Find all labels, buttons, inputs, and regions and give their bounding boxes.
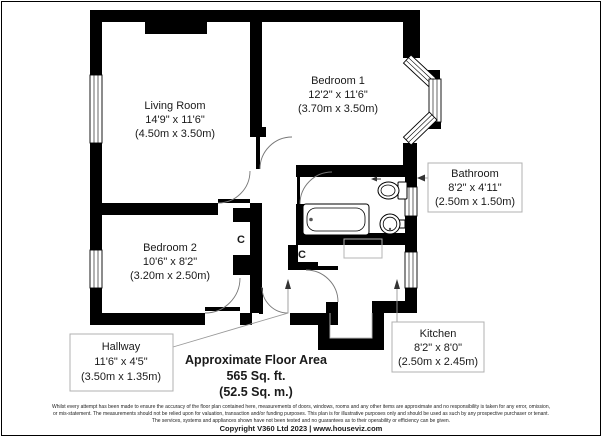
wall bbox=[326, 302, 338, 325]
extractor-arrow-icon bbox=[371, 177, 381, 182]
kitchen-size-imperial: 8'2" x 8'0" bbox=[413, 342, 463, 354]
disclaimer-line-3: The services, systems and appliances shown have not been tested and no guarantees as to their operability or efficiency can be given. bbox=[151, 418, 451, 424]
kitchen-door bbox=[306, 266, 338, 302]
room-label-bedroom2 bbox=[130, 242, 210, 282]
living-room-name: Living Room bbox=[144, 100, 206, 112]
living-room-size-metric: (4.50m x 3.50m) bbox=[134, 128, 216, 140]
wall bbox=[372, 313, 384, 350]
room-label-bedroom1 bbox=[298, 75, 378, 115]
entry-door bbox=[259, 287, 288, 314]
disclaimer-line-1: Whilst every attempt has been made to ensure the accuracy of the floor plan contained here, measurements of doors, windows, rooms and any other items are approximate and no responsibility is taken for any error, omission, bbox=[51, 404, 551, 410]
bedroom2-name: Bedroom 2 bbox=[143, 242, 197, 254]
wall bbox=[90, 313, 205, 325]
floor-area-imperial: 565 Sq. ft. bbox=[226, 369, 286, 383]
wall-bathroom-top bbox=[296, 165, 417, 177]
bathroom-name: Bathroom bbox=[451, 168, 499, 180]
bathroom-size-imperial: 8'2" x 4'11" bbox=[448, 182, 502, 194]
bathtub bbox=[303, 204, 369, 235]
bedroom2-size-imperial: 10'6" x 8'2" bbox=[142, 256, 198, 268]
wall bbox=[90, 143, 102, 250]
floor-area-metric: (52.5 Sq. m.) bbox=[219, 385, 293, 399]
kitchen-size-metric: (2.50m x 2.45m) bbox=[397, 356, 479, 368]
wall bbox=[250, 127, 266, 137]
kitchen-name: Kitchen bbox=[419, 328, 457, 340]
bedroom1-size-imperial: 12'2" x 11'6" bbox=[308, 89, 368, 101]
hallway-size-metric: (3.50m x 1.35m) bbox=[80, 371, 162, 383]
walls bbox=[90, 10, 441, 350]
disclaimer-line-2: or mis-statement. The measurements should not be relied upon for valuation, transaction and/or funding purposes. This plan is for illustrative purposes only and should be used as such by any prospective purchaser or tenant. bbox=[53, 411, 549, 417]
wall-closet bbox=[233, 255, 250, 275]
wall bbox=[90, 10, 420, 22]
living-room-window bbox=[90, 75, 102, 143]
hallway-label-box bbox=[70, 334, 173, 391]
bedroom2-size-metric: (3.20m x 2.50m) bbox=[129, 270, 211, 282]
bedroom1-door bbox=[256, 137, 292, 169]
toilet bbox=[378, 182, 407, 199]
bathroom-size-metric: (2.50m x 1.50m) bbox=[434, 196, 516, 208]
bedroom1-size-metric: (3.70m x 3.50m) bbox=[297, 103, 379, 115]
room-label-living-room bbox=[135, 100, 215, 140]
copyright-text: Copyright V360 Ltd 2023 | www.houseviz.com bbox=[219, 424, 383, 433]
bedroom1-name: Bedroom 1 bbox=[311, 75, 365, 87]
floor-area-title: Approximate Floor Area bbox=[185, 353, 327, 367]
hallway-name: Hallway bbox=[101, 341, 141, 353]
wall-chimney-breast bbox=[145, 22, 207, 34]
closet-label-hall: C bbox=[298, 249, 306, 261]
wall bbox=[405, 288, 417, 313]
living-room-size-imperial: 14'9" x 11'6" bbox=[145, 114, 205, 126]
wall bbox=[290, 313, 330, 325]
bedroom2-door bbox=[205, 278, 240, 313]
wall bbox=[240, 313, 252, 325]
floor-area-summary bbox=[185, 353, 328, 399]
wall-closet bbox=[233, 208, 250, 222]
footer bbox=[52, 404, 550, 433]
wall bbox=[90, 22, 102, 75]
wall-living-bedroom2-divider bbox=[90, 203, 218, 215]
sink bbox=[380, 214, 405, 234]
hallway-leader-arrow-icon bbox=[285, 279, 291, 289]
living-room-door bbox=[218, 171, 250, 203]
bathroom-leader-arrow-icon bbox=[417, 175, 425, 182]
kitchen-label-box bbox=[392, 322, 484, 372]
bedroom2-window bbox=[90, 250, 102, 288]
hallway-size-imperial: 11'6" x 4'5" bbox=[94, 356, 148, 368]
bathroom-label-box bbox=[428, 163, 522, 212]
kitchen-leader-arrow-icon bbox=[394, 279, 400, 289]
wall-living-bedroom1-divider bbox=[250, 22, 262, 127]
wall bbox=[403, 143, 417, 167]
wall bbox=[403, 10, 420, 58]
closet-label-bedroom2: C bbox=[237, 234, 245, 246]
kitchen-window bbox=[405, 252, 417, 288]
